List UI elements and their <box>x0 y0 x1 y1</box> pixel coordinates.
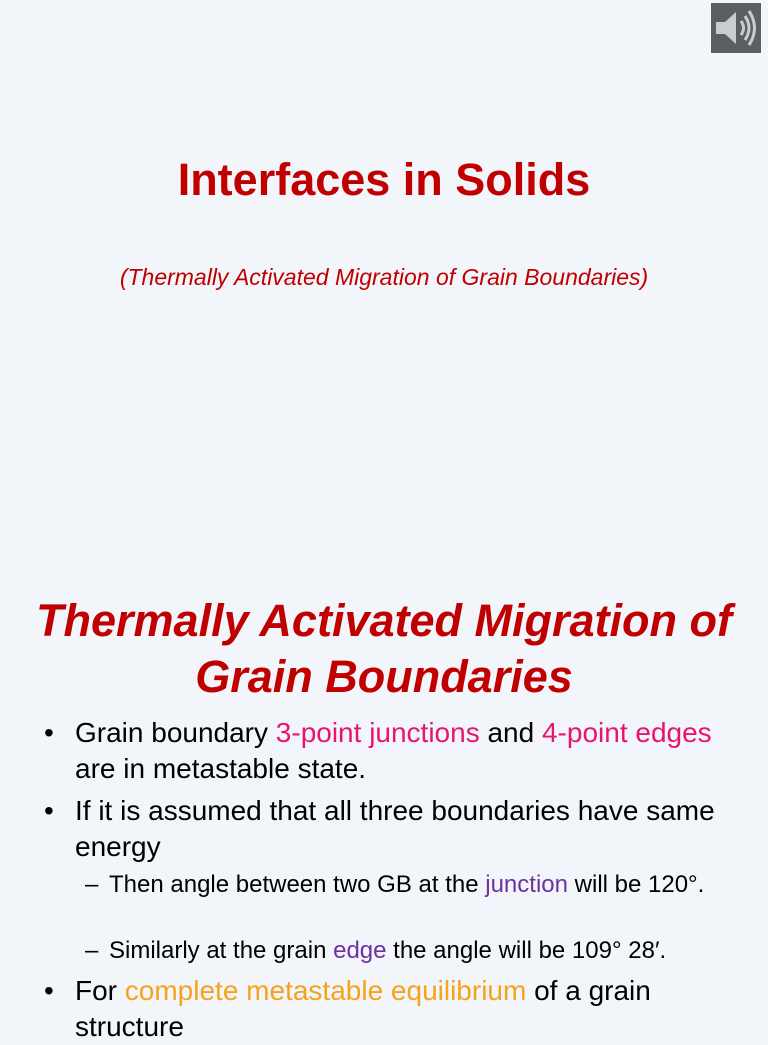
bullet-item-junctions <box>44 715 715 787</box>
dash-icon: – <box>85 871 99 898</box>
bullet-item-equilibrium <box>44 973 715 1045</box>
highlight-complete-metastable-equilibrium: complete metastable equilibrium <box>124 975 527 1006</box>
slide-title: Interfaces in Solids <box>177 154 591 205</box>
highlight-3-point-junctions: 3-point junctions <box>275 717 480 748</box>
subbullet-text: Then angle between two GB at the <box>109 871 486 898</box>
bullet-text: and <box>479 717 542 748</box>
bullet-dot-icon: • <box>44 717 54 748</box>
section-title: Thermally Activated Migration of Grain Boundaries <box>36 595 732 702</box>
bullet-text: If it is assumed that all three boundaries have same energy <box>75 795 715 862</box>
speaker-icon <box>711 3 761 53</box>
subbullet-item-junction-angle <box>85 869 729 900</box>
bullet-text: of a grain structure <box>75 975 651 1042</box>
subbullet-text: will be 120°. <box>567 871 705 898</box>
slide-subtitle: (Thermally Activated Migration of Grain Boundaries) <box>119 264 649 290</box>
bullet-text: are in metastable state. <box>75 753 367 784</box>
dash-icon: – <box>85 937 99 964</box>
highlight-4-point-edges: 4-point edges <box>541 717 712 748</box>
subbullet-text: Similarly at the grain <box>109 937 334 964</box>
highlight-edge: edge <box>333 937 387 964</box>
audio-speaker-button[interactable] <box>711 3 761 53</box>
subbullet-text: the angle will be 109° 28′. <box>386 937 667 964</box>
bullet-text: Grain boundary <box>75 717 276 748</box>
bullet-text: For <box>75 975 125 1006</box>
bullet-dot-icon: • <box>44 975 54 1006</box>
bullet-dot-icon: • <box>44 795 54 826</box>
subbullet-item-edge-angle <box>85 935 729 966</box>
highlight-junction: junction <box>485 871 568 898</box>
bullet-item-energy <box>44 793 715 865</box>
